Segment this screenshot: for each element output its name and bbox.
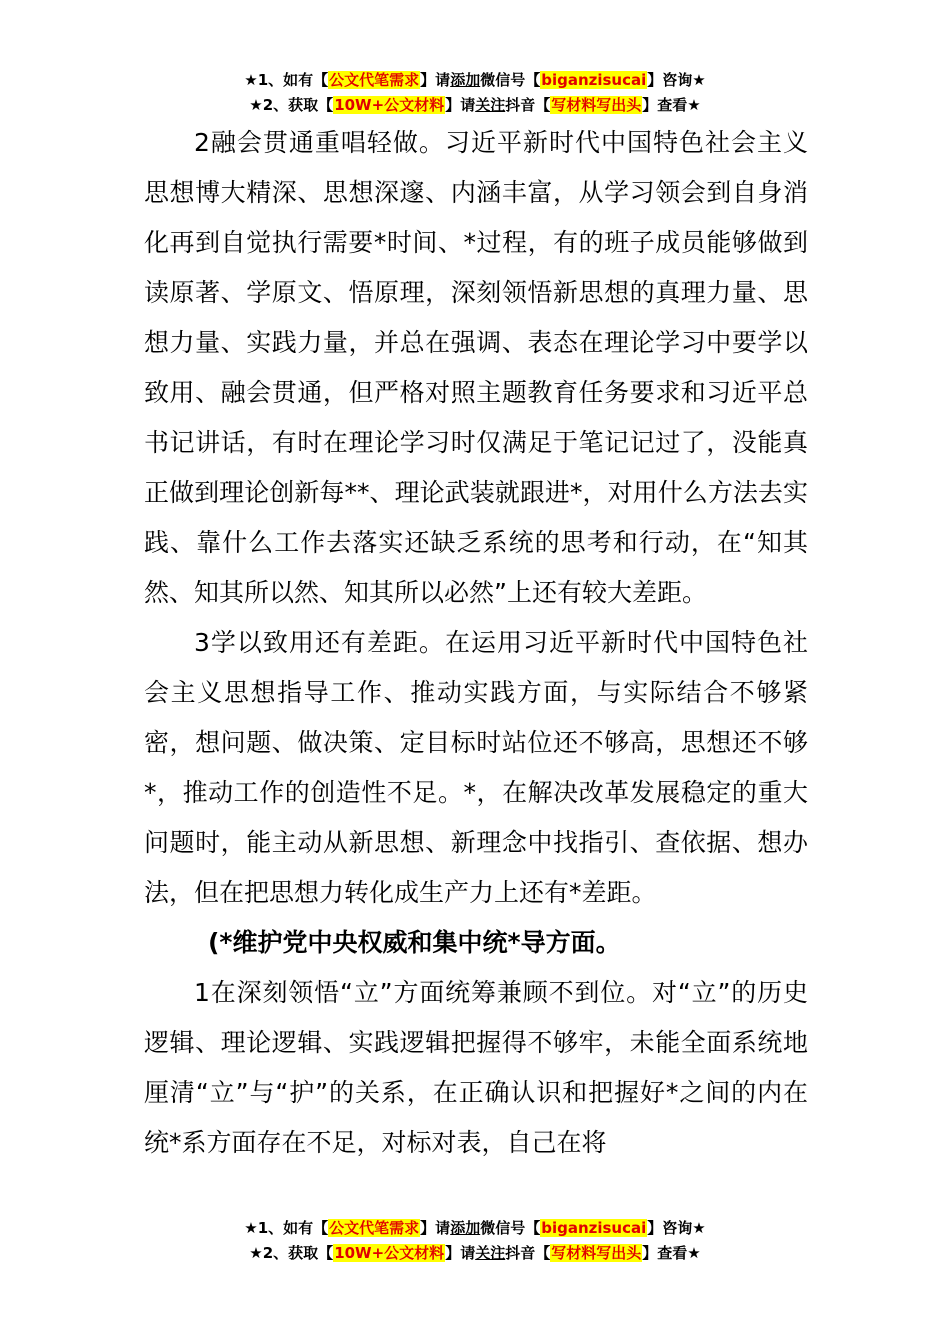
banner-underlined: 添加 [450, 1219, 481, 1237]
banner-text: 】查看★ [642, 1244, 701, 1262]
banner-underlined: 关注 [475, 1244, 506, 1262]
banner-line-2 [0, 1241, 950, 1266]
document-body [144, 118, 808, 1168]
header-banner [0, 68, 950, 118]
banner-underlined: 关注 [475, 96, 506, 114]
footer-banner [0, 1216, 950, 1266]
banner-underlined: 添加 [450, 71, 481, 89]
banner-highlight: 10W+公文材料 [334, 1244, 445, 1262]
banner-line-1 [0, 68, 950, 93]
banner-text: 抖音【 [505, 96, 551, 114]
banner-highlight: 公文代笔需求 [329, 71, 420, 89]
banner-line-2 [0, 93, 950, 118]
banner-highlight: 10W+公文材料 [334, 96, 445, 114]
section-heading: (*维护党中央权威和集中统*导方面。 [208, 928, 621, 957]
banner-highlight: 公文代笔需求 [329, 1219, 420, 1237]
banner-text: 】咨询★ [647, 1219, 706, 1237]
banner-text: 微信号【 [480, 71, 541, 89]
banner-line-1 [0, 1216, 950, 1241]
banner-text: ★2、获取【 [249, 96, 334, 114]
banner-text: 】请 [445, 1244, 476, 1262]
banner-highlight: 写材料写出头 [551, 1244, 642, 1262]
banner-text: ★1、如有【 [244, 71, 329, 89]
banner-text: 抖音【 [505, 1244, 551, 1262]
banner-highlight: biganzisucai [541, 1219, 647, 1237]
paragraph-3: 3学以致用还有差距。在运用习近平新时代中国特色社会主义思想指导工作、推动实践方面，与实际结合不够紧密，想问题、做决策、定目标时站位还不够高，思想还不够*，推动工作的创造性不足。*，在解决改革发展稳定的重大问题时，能主动从新思想、新理念中找指引、查依据、想办法，但在把思想力转化成生产力上还有*差距。 [144, 628, 808, 907]
paragraph-2: 2融会贯通重唱轻做。习近平新时代中国特色社会主义思想博大精深、思想深邃、内涵丰富，从学习领会到自身消化再到自觉执行需要*时间、*过程，有的班子成员能够做到读原著、学原文、悟原理，深刻领悟新思想的真理力量、思想力量、实践力量，并总在强调、表态在理论学习中要学以致用、融会贯通，但严格对照主题教育任务要求和习近平总书记讲话，有时在理论学习时仅满足于笔记记过了，没能真正做到理论创新每**、理论武装就跟进*，对用什么方法去实践、靠什么工作去落实还缺乏系统的思考和行动，在“知其然、知其所以然、知其所以必然”上还有较大差距。 [144, 128, 808, 607]
banner-text: 】请 [420, 1219, 451, 1237]
banner-text: 】咨询★ [647, 71, 706, 89]
banner-highlight: biganzisucai [541, 71, 647, 89]
paragraph-1: 1在深刻领悟“立”方面统筹兼顾不到位。对“立”的历史逻辑、理论逻辑、实践逻辑把握得不够牢，未能全面系统地厘清“立”与“护”的关系，在正确认识和把握好*之间的内在统*系方面存在不足，对标对表，自己在将 [144, 978, 808, 1157]
banner-text: 】查看★ [642, 96, 701, 114]
banner-text: 微信号【 [480, 1219, 541, 1237]
banner-text: 】请 [445, 96, 476, 114]
banner-text: ★2、获取【 [249, 1244, 334, 1262]
banner-text: ★1、如有【 [244, 1219, 329, 1237]
banner-highlight: 写材料写出头 [551, 96, 642, 114]
banner-text: 】请 [420, 71, 451, 89]
